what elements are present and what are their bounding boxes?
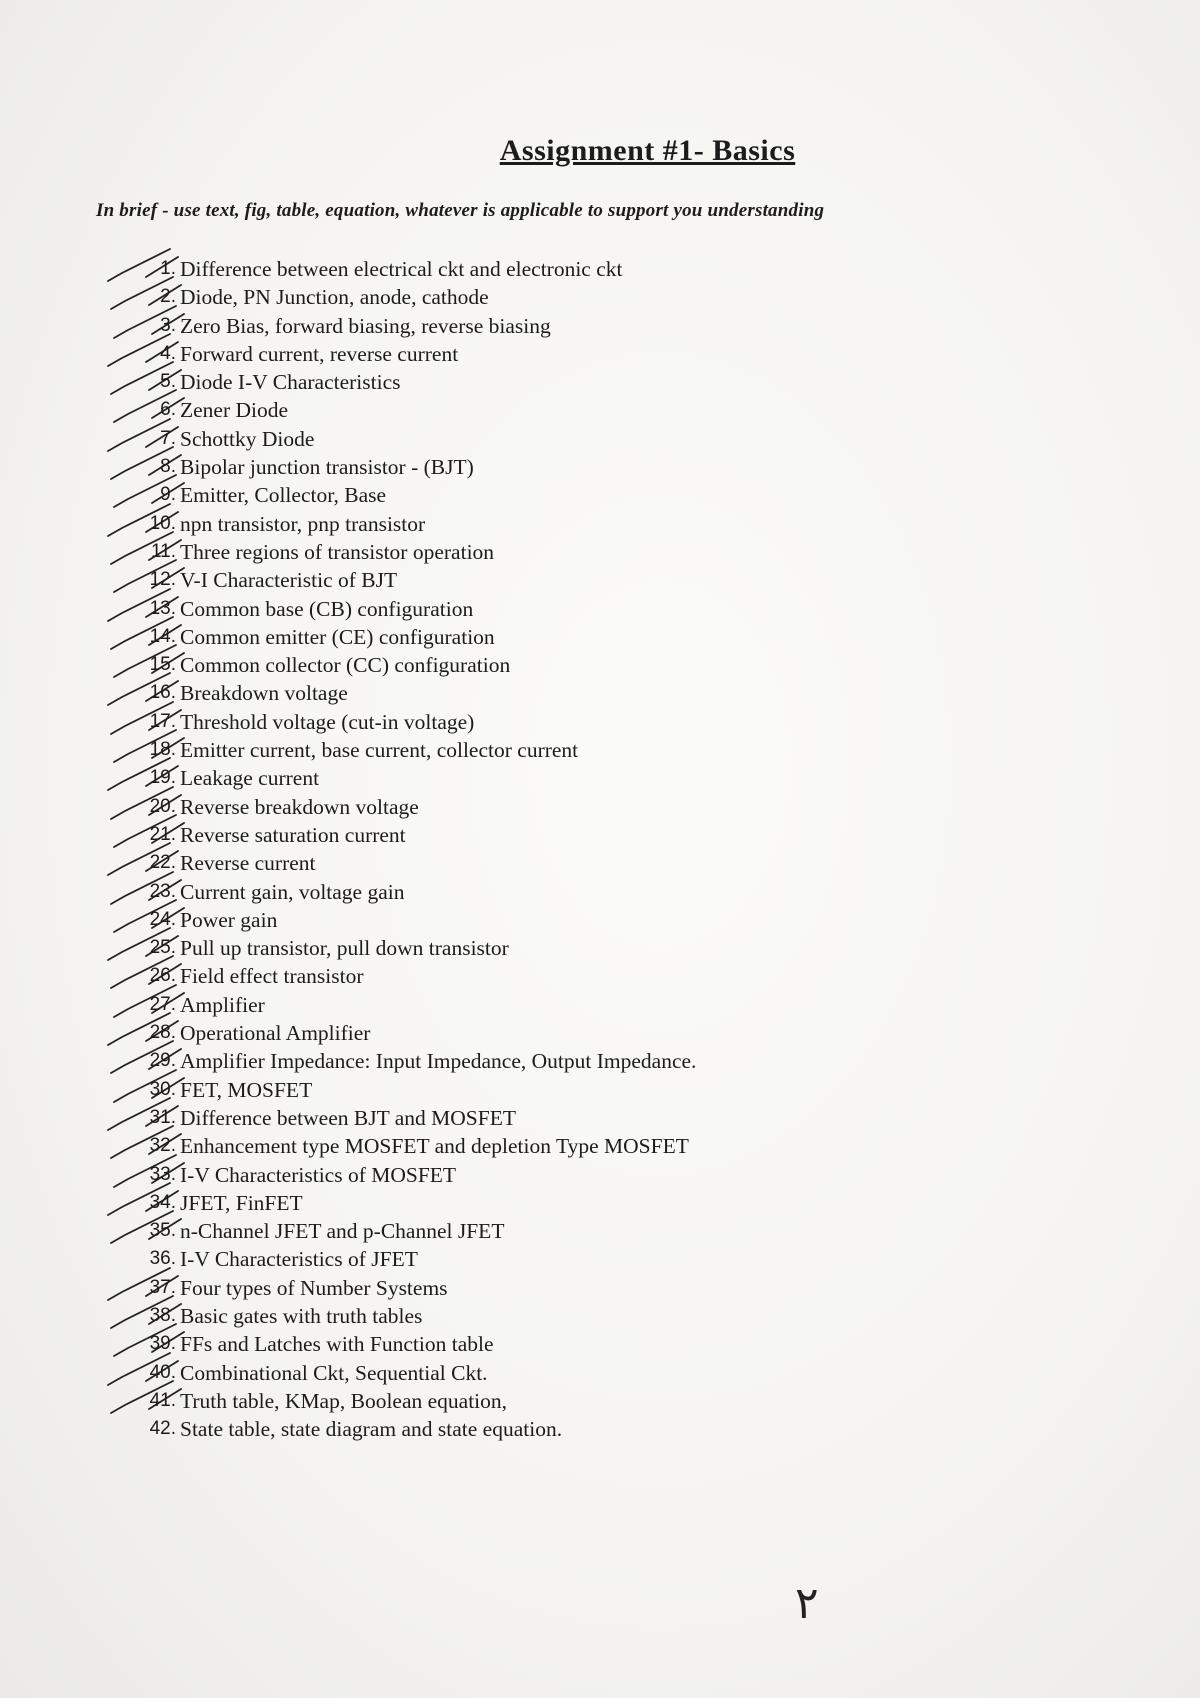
item-text: Current gain, voltage gain	[180, 879, 405, 904]
list-item	[0, 1359, 1200, 1387]
list-item	[0, 878, 1200, 906]
item-text: Power gain	[180, 907, 278, 932]
item-number: 26.	[149, 965, 176, 987]
item-text: Reverse saturation current	[180, 822, 406, 847]
item-text: Zener Diode	[180, 398, 289, 423]
list-item	[0, 566, 1200, 594]
item-number: 9.	[160, 484, 176, 506]
list-item	[0, 1415, 1200, 1443]
item-number: 33.	[149, 1163, 176, 1185]
item-number: 16.	[149, 682, 176, 704]
list-item	[0, 1104, 1200, 1132]
item-text: Bipolar junction transistor - (BJT)	[180, 455, 474, 480]
item-text: Zero Bias, forward biasing, reverse biasing	[180, 313, 551, 338]
item-text: Four types of Number Systems	[180, 1275, 448, 1300]
item-number: 14.	[149, 625, 176, 647]
item-text: Operational Amplifier	[180, 1021, 371, 1046]
item-number: 11.	[150, 540, 176, 562]
item-text: Field effect transistor	[180, 964, 364, 989]
item-text: Breakdown voltage	[180, 681, 348, 706]
item-number: 6.	[160, 399, 176, 421]
item-number: 3.	[160, 314, 176, 336]
list-item	[0, 821, 1200, 849]
list-item	[0, 962, 1200, 990]
item-text: I-V Characteristics of MOSFET	[180, 1162, 457, 1187]
item-number: 37.	[149, 1276, 176, 1298]
list-item	[0, 538, 1200, 566]
item-number: 25.	[149, 937, 176, 959]
item-number: 23.	[149, 880, 176, 902]
item-number: 28.	[149, 1022, 176, 1044]
item-number: 8.	[160, 456, 176, 478]
list-item	[0, 1245, 1200, 1273]
item-text: Reverse current	[180, 851, 316, 876]
item-text: Common collector (CC) configuration	[180, 653, 511, 678]
item-text: Common base (CB) configuration	[180, 596, 474, 621]
list-item	[0, 1161, 1200, 1189]
list-item	[0, 679, 1200, 707]
item-text: I-V Characteristics of JFET	[180, 1247, 418, 1272]
list-item	[0, 1274, 1200, 1302]
item-text: State table, state diagram and state equation.	[180, 1417, 563, 1442]
item-number: 19.	[149, 767, 176, 789]
item-number: 41.	[149, 1389, 176, 1411]
item-text: Amplifier Impedance: Input Impedance, Output Impedance.	[180, 1049, 697, 1074]
list-item	[0, 793, 1200, 821]
item-text: Three regions of transistor operation	[180, 539, 495, 564]
list-item	[0, 312, 1200, 340]
item-number: 38.	[149, 1304, 176, 1326]
list-item	[0, 481, 1200, 509]
list-item	[0, 1330, 1200, 1358]
item-text: Pull up transistor, pull down transistor	[180, 936, 509, 961]
item-number: 42.	[149, 1418, 176, 1440]
item-text: V-I Characteristic of BJT	[180, 568, 398, 593]
item-text: Schottky Diode	[180, 426, 315, 451]
item-number: 2.	[160, 286, 176, 308]
item-text: Enhancement type MOSFET and depletion Type MOSFET	[180, 1134, 689, 1159]
item-number: 27.	[149, 993, 176, 1015]
list-item	[0, 651, 1200, 679]
item-text: Amplifier	[180, 992, 265, 1017]
item-text: Difference between BJT and MOSFET	[180, 1105, 516, 1130]
list-item	[0, 510, 1200, 538]
item-number: 31.	[149, 1106, 176, 1128]
item-text: FFs and Latches with Function table	[180, 1332, 494, 1357]
list-item	[0, 255, 1200, 283]
item-number: 29.	[149, 1050, 176, 1072]
list-item	[0, 1189, 1200, 1217]
list-item	[0, 849, 1200, 877]
list-item	[0, 1132, 1200, 1160]
item-number: 24.	[149, 908, 176, 930]
item-number: 7.	[160, 427, 176, 449]
list-item	[0, 1387, 1200, 1415]
item-text: FET, MOSFET	[180, 1077, 313, 1102]
list-item	[0, 453, 1200, 481]
list-item	[0, 1302, 1200, 1330]
item-text: Leakage current	[180, 766, 320, 791]
list-item	[0, 1019, 1200, 1047]
item-number: 40.	[149, 1361, 176, 1383]
item-text: n-Channel JFET and p-Channel JFET	[180, 1219, 505, 1244]
list-item	[0, 425, 1200, 453]
item-number: 35.	[149, 1220, 176, 1242]
list-item	[0, 708, 1200, 736]
item-number: 17.	[149, 710, 176, 732]
item-number: 10.	[149, 512, 176, 534]
instructions: In brief - use text, fig, table, equation, whatever is applicable to support you understanding	[96, 200, 825, 221]
item-text: Common emitter (CE) configuration	[180, 624, 495, 649]
item-number: 21.	[149, 823, 176, 845]
list-item	[0, 991, 1200, 1019]
list-item	[0, 340, 1200, 368]
item-number: 18.	[149, 739, 176, 761]
item-text: npn transistor, pnp transistor	[180, 511, 426, 536]
item-number: 1.	[160, 258, 176, 279]
list-item	[0, 764, 1200, 792]
item-number: 13.	[149, 597, 176, 619]
item-number: 4.	[160, 342, 176, 364]
item-text: Reverse breakdown voltage	[180, 794, 419, 819]
item-number: 20.	[149, 795, 176, 817]
item-number: 12.	[149, 569, 176, 591]
topic-list	[0, 255, 1200, 1443]
list-item	[0, 934, 1200, 962]
list-item	[0, 396, 1200, 424]
page-title: Assignment #1- Basics	[499, 134, 796, 167]
list-item	[0, 623, 1200, 651]
item-text: Threshold voltage (cut-in voltage)	[180, 709, 475, 734]
item-text: Emitter, Collector, Base	[180, 483, 387, 508]
item-number: 15.	[149, 654, 176, 676]
item-number: 5.	[160, 371, 176, 393]
handwritten-page-number: ٢	[795, 1578, 819, 1629]
list-item	[0, 1076, 1200, 1104]
list-item	[0, 1217, 1200, 1245]
item-text: Truth table, KMap, Boolean equation,	[180, 1388, 508, 1413]
list-item	[0, 368, 1200, 396]
item-text: Combinational Ckt, Sequential Ckt.	[180, 1360, 488, 1385]
list-item	[0, 1047, 1200, 1075]
item-text: JFET, FinFET	[180, 1190, 303, 1215]
item-number: 39.	[149, 1333, 176, 1355]
list-item	[0, 595, 1200, 623]
list-item	[0, 283, 1200, 311]
item-number: 30.	[149, 1078, 176, 1100]
item-text: Forward current, reverse current	[180, 341, 459, 366]
item-text: Diode I-V Characteristics	[180, 370, 401, 395]
item-text: Difference between electrical ckt and electronic ckt	[180, 257, 623, 281]
item-text: Basic gates with truth tables	[180, 1303, 423, 1328]
item-number: 36.	[149, 1248, 176, 1270]
item-number: 22.	[149, 852, 176, 874]
list-item	[0, 906, 1200, 934]
item-text: Diode, PN Junction, anode, cathode	[180, 285, 489, 310]
item-number: 32.	[149, 1135, 176, 1157]
list-item	[0, 736, 1200, 764]
item-number: 34.	[149, 1191, 176, 1213]
item-text: Emitter current, base current, collector current	[180, 738, 579, 763]
